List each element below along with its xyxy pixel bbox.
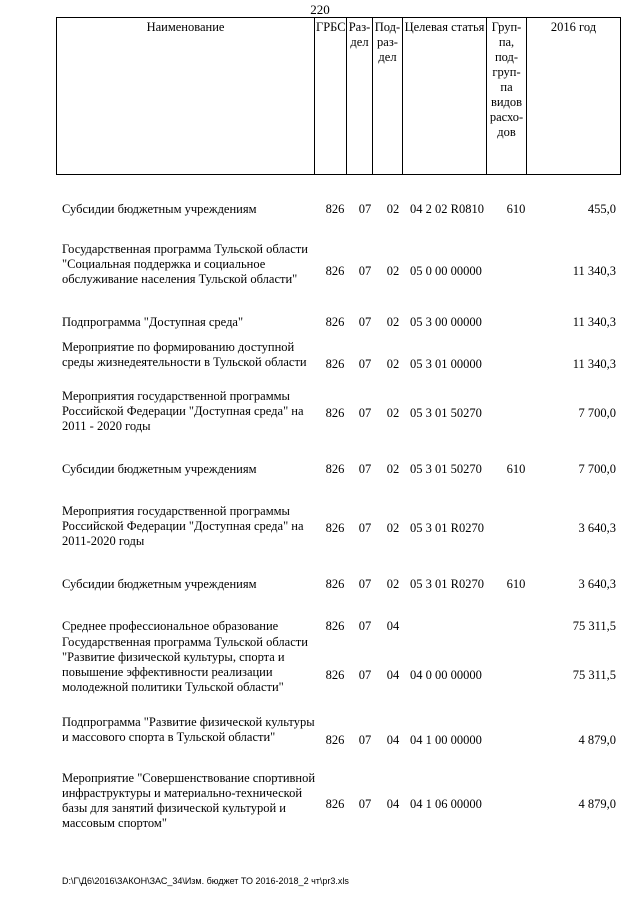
row-amount: 7 700,0 — [578, 406, 616, 420]
row-name: Подпрограмма "Развитие физической культуры и массового спорта в Тульской области" — [62, 715, 315, 744]
row-razdel: 07 — [358, 357, 372, 371]
row-target: 05 3 00 00000 — [410, 315, 482, 329]
row-podrazdel: 04 — [386, 619, 400, 633]
row-podrazdel: 02 — [386, 462, 400, 476]
page-number: 220 — [310, 2, 330, 17]
row-razdel: 07 — [358, 315, 372, 329]
row-name: Подпрограмма "Доступная среда" — [62, 315, 244, 329]
row-amount: 3 640,3 — [578, 521, 616, 535]
row-grbs: 826 — [325, 733, 345, 747]
row-grbs: 826 — [325, 521, 345, 535]
row-podrazdel: 02 — [386, 315, 400, 329]
row-target: 04 1 06 00000 — [410, 797, 482, 811]
row-name: Мероприятие по формированию доступной среды жизнедеятельности в Тульской области — [62, 340, 307, 369]
row-name: Государственная программа Тульской области "Социальная поддержка и социальное обслуживание населения Тульской области" — [62, 242, 308, 286]
row-razdel: 07 — [358, 577, 372, 591]
row-grbs: 826 — [325, 462, 345, 476]
row-razdel: 07 — [358, 521, 372, 535]
row-razdel: 07 — [358, 202, 372, 216]
header-razdel: Раз-дел — [347, 18, 373, 175]
row-podrazdel: 02 — [386, 577, 400, 591]
row-name: Субсидии бюджетным учреждениям — [62, 202, 257, 216]
row-name: Среднее профессиональное образование — [62, 619, 279, 633]
row-amount: 11 340,3 — [572, 315, 616, 329]
header-podrazdel: Под-раз-дел — [373, 18, 403, 175]
row-grbs: 826 — [325, 357, 345, 371]
row-amount: 4 879,0 — [578, 733, 616, 747]
row-podrazdel: 04 — [386, 668, 400, 682]
row-razdel: 07 — [358, 406, 372, 420]
row-group: 610 — [506, 202, 526, 216]
file-path-footer: D:\Г\Д6\2016\ЗАКОН\ЗАС_34\Изм. бюджет ТО 2016-2018_2 чт\pr3.xls — [62, 876, 349, 886]
row-grbs: 826 — [325, 406, 345, 420]
row-amount: 4 879,0 — [578, 797, 616, 811]
header-group: Груп-па, под-груп-па видов расхо-дов — [487, 18, 527, 175]
header-grbs: ГРБС — [315, 18, 347, 175]
row-target: 05 3 01 R0270 — [410, 577, 484, 591]
row-amount: 3 640,3 — [578, 577, 616, 591]
row-name: Государственная программа Тульской области "Развитие физической культуры, спорта и повышение эффективности реализации молодежной политики Тульской области" — [62, 635, 308, 694]
row-grbs: 826 — [325, 797, 345, 811]
row-amount: 11 340,3 — [572, 264, 616, 278]
row-target: 04 0 00 00000 — [410, 668, 482, 682]
row-grbs: 826 — [325, 202, 345, 216]
row-target: 04 2 02 R0810 — [410, 202, 484, 216]
header-target: Целевая статья — [403, 18, 487, 175]
row-name: Мероприятия государственной программы Российской Федерации "Доступная среда" на 2011-2020 годы — [62, 504, 304, 548]
row-name: Субсидии бюджетным учреждениям — [62, 462, 257, 476]
row-podrazdel: 02 — [386, 521, 400, 535]
header-name: Наименование — [57, 18, 315, 175]
row-podrazdel: 02 — [386, 202, 400, 216]
row-grbs: 826 — [325, 668, 345, 682]
row-target: 05 3 01 00000 — [410, 357, 482, 371]
row-target: 05 3 01 R0270 — [410, 521, 484, 535]
row-grbs: 826 — [325, 315, 345, 329]
row-group: 610 — [506, 462, 526, 476]
row-grbs: 826 — [325, 577, 345, 591]
row-razdel: 07 — [358, 619, 372, 633]
row-name: Мероприятия государственной программы Российской Федерации "Доступная среда" на 2011 - 2020 годы — [62, 389, 304, 433]
row-podrazdel: 04 — [386, 733, 400, 747]
row-amount: 455,0 — [587, 202, 616, 216]
row-target: 05 3 01 50270 — [410, 462, 482, 476]
row-podrazdel: 02 — [386, 357, 400, 371]
row-razdel: 07 — [358, 733, 372, 747]
row-target: 05 3 01 50270 — [410, 406, 482, 420]
row-grbs: 826 — [325, 619, 345, 633]
row-podrazdel: 02 — [386, 406, 400, 420]
row-amount: 11 340,3 — [572, 357, 616, 371]
row-razdel: 07 — [358, 668, 372, 682]
row-amount: 75 311,5 — [572, 668, 616, 682]
row-razdel: 07 — [358, 264, 372, 278]
row-razdel: 07 — [358, 462, 372, 476]
row-name: Мероприятие "Совершенствование спортивной инфраструктуры и материально-технической базы для занятий физической культурой и массовым спортом" — [62, 771, 316, 830]
row-amount: 75 311,5 — [572, 619, 616, 633]
row-grbs: 826 — [325, 264, 345, 278]
row-podrazdel: 04 — [386, 797, 400, 811]
row-razdel: 07 — [358, 797, 372, 811]
row-target: 05 0 00 00000 — [410, 264, 482, 278]
row-name: Субсидии бюджетным учреждениям — [62, 577, 257, 591]
row-podrazdel: 02 — [386, 264, 400, 278]
row-group: 610 — [506, 577, 526, 591]
row-amount: 7 700,0 — [578, 462, 616, 476]
row-target: 04 1 00 00000 — [410, 733, 482, 747]
header-year: 2016 год — [527, 18, 621, 175]
